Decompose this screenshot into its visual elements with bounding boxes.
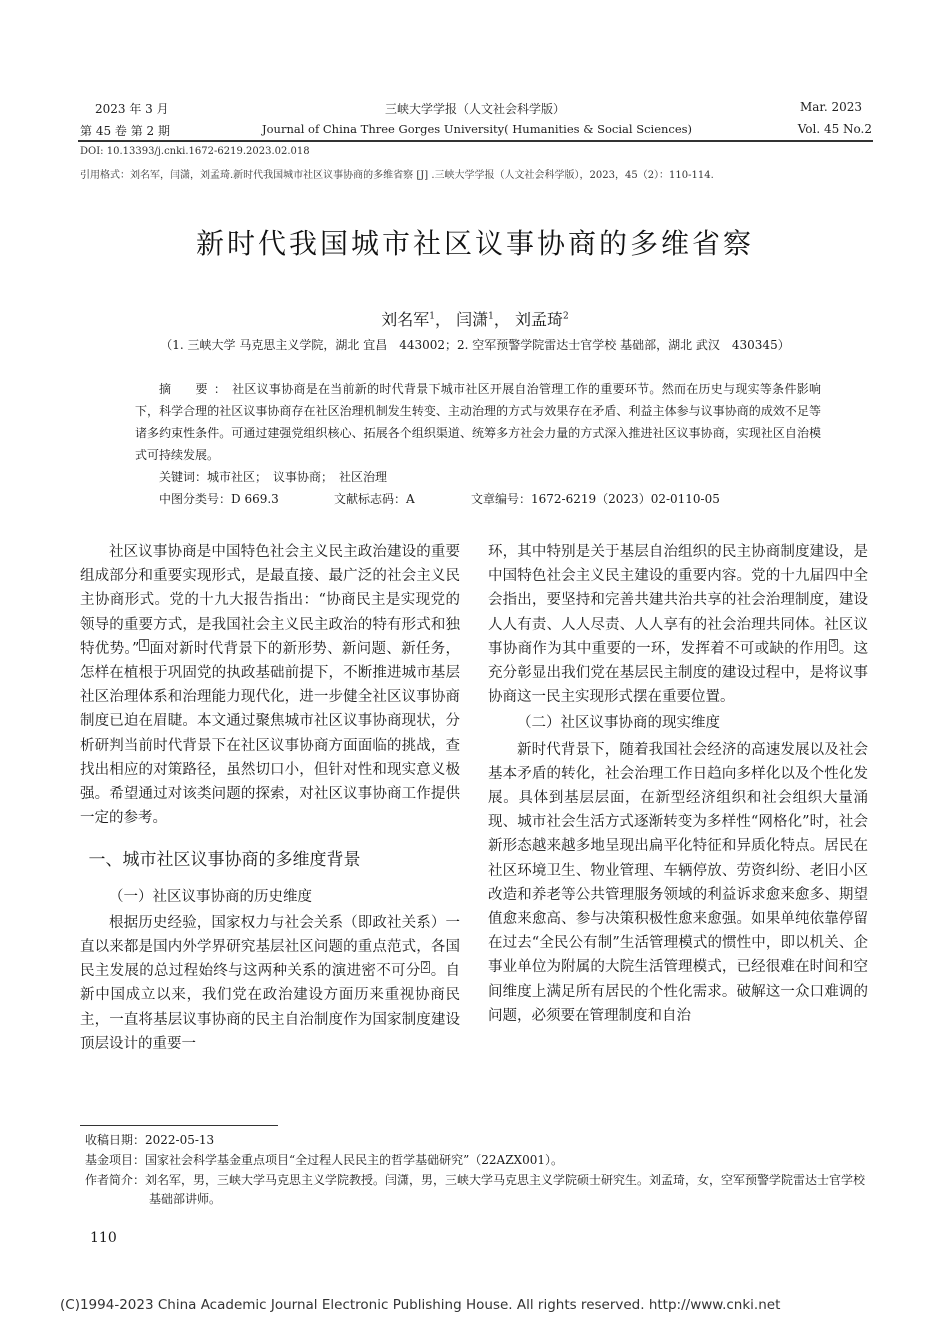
author-bio (85, 1171, 875, 1209)
subsection-heading-1: （一）社区议事协商的历史维度 (109, 888, 312, 905)
abstract-label: 摘 要： (159, 382, 233, 396)
fund-info: 基金项目：国家社会科学基金重点项目“全过程人民民主的哲学基础研究”（22AZX001）。 (85, 1153, 563, 1167)
left-p1-text-a: 社区议事协商是中国特色社会主义民主政治建设的重要组成部分和重要实现形式，是最直接、最广泛的社会主义民主协商形式。党的十九大报告指出：“协商民主是实现党的领导的重要方式，是我国社会主义民主政治的特有形式和独特优势。” (80, 544, 460, 657)
right-paragraph-1 (488, 540, 868, 709)
article-no-group (471, 488, 720, 510)
left-paragraph-1 (80, 540, 460, 830)
doc-code: A (406, 492, 415, 506)
header-volume-cn: 第 45 卷 第 2 期 (80, 124, 170, 138)
received-date: 收稿日期：2022-05-13 (85, 1133, 215, 1147)
page-number: 110 (90, 1230, 117, 1246)
doc-code-group (334, 488, 415, 510)
section-heading-1: 一、城市社区议事协商的多维度背景 (88, 850, 361, 871)
header-journal-cn: 三峡大学学报（人文社会科学版） (384, 102, 565, 116)
right-paragraph-2: 新时代背景下，随着我国社会经济的高速发展以及社会基本矛盾的转化，社会治理工作日趋向多样化以及个性化发展。具体到基层层面，在新型经济组织和社会组织大量涌现、城市社会生活方式逐渐转变为多样性“网格化”时，社会新形态越来越多地呈现出扁平化特征和异质化特点。居民在社区环境卫生、物业管理、车辆停放、劳资纠纷、老旧小区改造和养老等公共管理服务领域的利益诉求愈来愈多、期望值愈来愈高、参与决策积极性愈来愈强。如果单纯依靠停留在过去“全民公有制”生活管理模式的惯性中，即以机关、企事业单位为附属的大院生活管理模式，已经很难在时间和空间维度上满足所有居民的个性化需求。破解这一众口难调的问题，必须要在管理制度和自治 (488, 741, 868, 1024)
doi: DOI: 10.13393/j.cnki.1672-6219.2023.02.018 (80, 146, 310, 157)
left-p2-text-b: 。自新中国成立以来，我们党在政治建设方面历来重视协商民主，一直将基层议事协商的民主自治制度作为国家制度建设顶层设计的重要一 (80, 963, 461, 1052)
article-label: 文章编号： (471, 492, 532, 506)
header-date-cn: 2023 年 3 月 (95, 102, 169, 116)
bio-label: 作者简介： (85, 1173, 146, 1187)
right-column (488, 540, 868, 1028)
article-no: 1672-6219（2023）02-0110-05 (531, 492, 720, 506)
header-volume-en: Vol. 45 No.2 (797, 122, 872, 136)
left-paragraph-2 (80, 911, 460, 1056)
copyright-notice: (C)1994-2023 China Academic Journal Electronic Publishing House. All rights reserved. http://www.cnki.net (60, 1297, 781, 1313)
keywords-line (135, 466, 821, 488)
keywords: 城市社区； 议事协商； 社区治理 (207, 470, 388, 484)
left-p1-text-b: 面对新时代背景下的新形势、新问题、新任务，怎样在植根于巩固党的执政基础前提下，不断推进城市基层社区治理体系和治理能力现代化，进一步健全社区议事协商制度已迫在眉睫。本文通过聚焦城市社区议事协商现状，分析研判当前时代背景下在社区议事协商方面面临的挑战，查找出相应的对策路径，虽然切口小，但针对性和现实意义极强。希望通过对该类问题的探索，对社区议事协商工作提供一定的参考。 (80, 640, 461, 827)
citation-marker-2: 2 (422, 962, 429, 973)
citation: 引用格式：刘名军，闫潇，刘孟琦.新时代我国城市社区议事协商的多维省察 [J] .三峡大学学报（人文社会科学版），2023，45（2）：110-114. (80, 170, 714, 181)
author-3: 刘孟琦 (514, 310, 563, 329)
author-1-sup: 1 (429, 311, 436, 322)
clc-code: D 669.3 (231, 492, 279, 506)
clc-label: 中图分类号： (159, 492, 232, 506)
abstract-text: 社区议事协商是在当前新的时代背景下城市社区开展自治管理工作的重要环节。然而在历史与现实等条件影响下，科学合理的社区议事协商存在社区治理机制发生转变、主动治理的方式与效果存在矛盾、利益主体参与议事协商的成效不足等诸多约束性条件。可通过建强党组织核心、拓展各个组织渠道、统筹多方社会力量的方式深入推进社区议事协商，实现社区自治模式可持续发展。 (135, 382, 821, 462)
classification-line (135, 488, 821, 510)
abstract-block (135, 378, 821, 510)
author-3-sup: 2 (562, 311, 569, 322)
left-column (80, 540, 460, 1056)
abstract (135, 378, 821, 466)
citation-marker-3: 3 (830, 639, 837, 650)
left-p2-text-a: 根据历史经验，国家权力与社会关系（即政社关系）一直以来都是国内外学界研究基层社区问题的重点范式，各国民主发展的总过程始终与这两种关系的演进密不可分 (80, 914, 460, 980)
citation-marker-1: 1 (141, 639, 148, 650)
author-1: 刘名军 (381, 310, 430, 329)
authors: 刘名军$^1$， 闫潇$^1$， 刘孟琦$^2$ (381, 310, 569, 329)
affiliation: （1. 三峡大学 马克思主义学院，湖北 宜昌 443002；2. 空军预警学院雷达士官学校 基础部，湖北 武汉 430345） (160, 338, 790, 352)
bio-text: 刘名军，男，三峡大学马克思主义学院教授。闫潇，男，三峡大学马克思主义学院硕士研究生。刘孟琦，女，空军预警学院雷达士官学校基础部讲师。 (145, 1173, 866, 1206)
right-p1-text-a: 环，其中特别是关于基层自治组织的民主协商制度建设，是中国特色社会主义民主建设的重要内容。党的十九届四中全会指出，要坚持和完善共建共治共享的社会治理制度，建设人人有责、人人尽责、人人享有的社会治理共同体。社区议事协商作为其中重要的一环，发挥着不可或缺的作用 (488, 544, 868, 657)
right-p1-text-b: 。这充分彰显出我们党在基层民主制度的建设过程中，是将议事协商这一民主实现形式摆在重要位置。 (488, 640, 869, 706)
author-2-sup: 1 (488, 311, 494, 322)
header-rule (78, 140, 873, 142)
author-2: 闫潇 (456, 310, 489, 329)
doc-label: 文献标志码： (334, 492, 407, 506)
footnote-rule (80, 1125, 278, 1126)
header-journal-en: Journal of China Three Gorges University( Humanities & Social Sciences) (262, 122, 693, 136)
page-title: 新时代我国城市社区议事协商的多维省察 (195, 227, 754, 260)
keywords-label: 关键词： (159, 470, 208, 484)
subsection-heading-2: （二）社区议事协商的现实维度 (517, 715, 720, 732)
header-date-en: Mar. 2023 (799, 100, 862, 114)
